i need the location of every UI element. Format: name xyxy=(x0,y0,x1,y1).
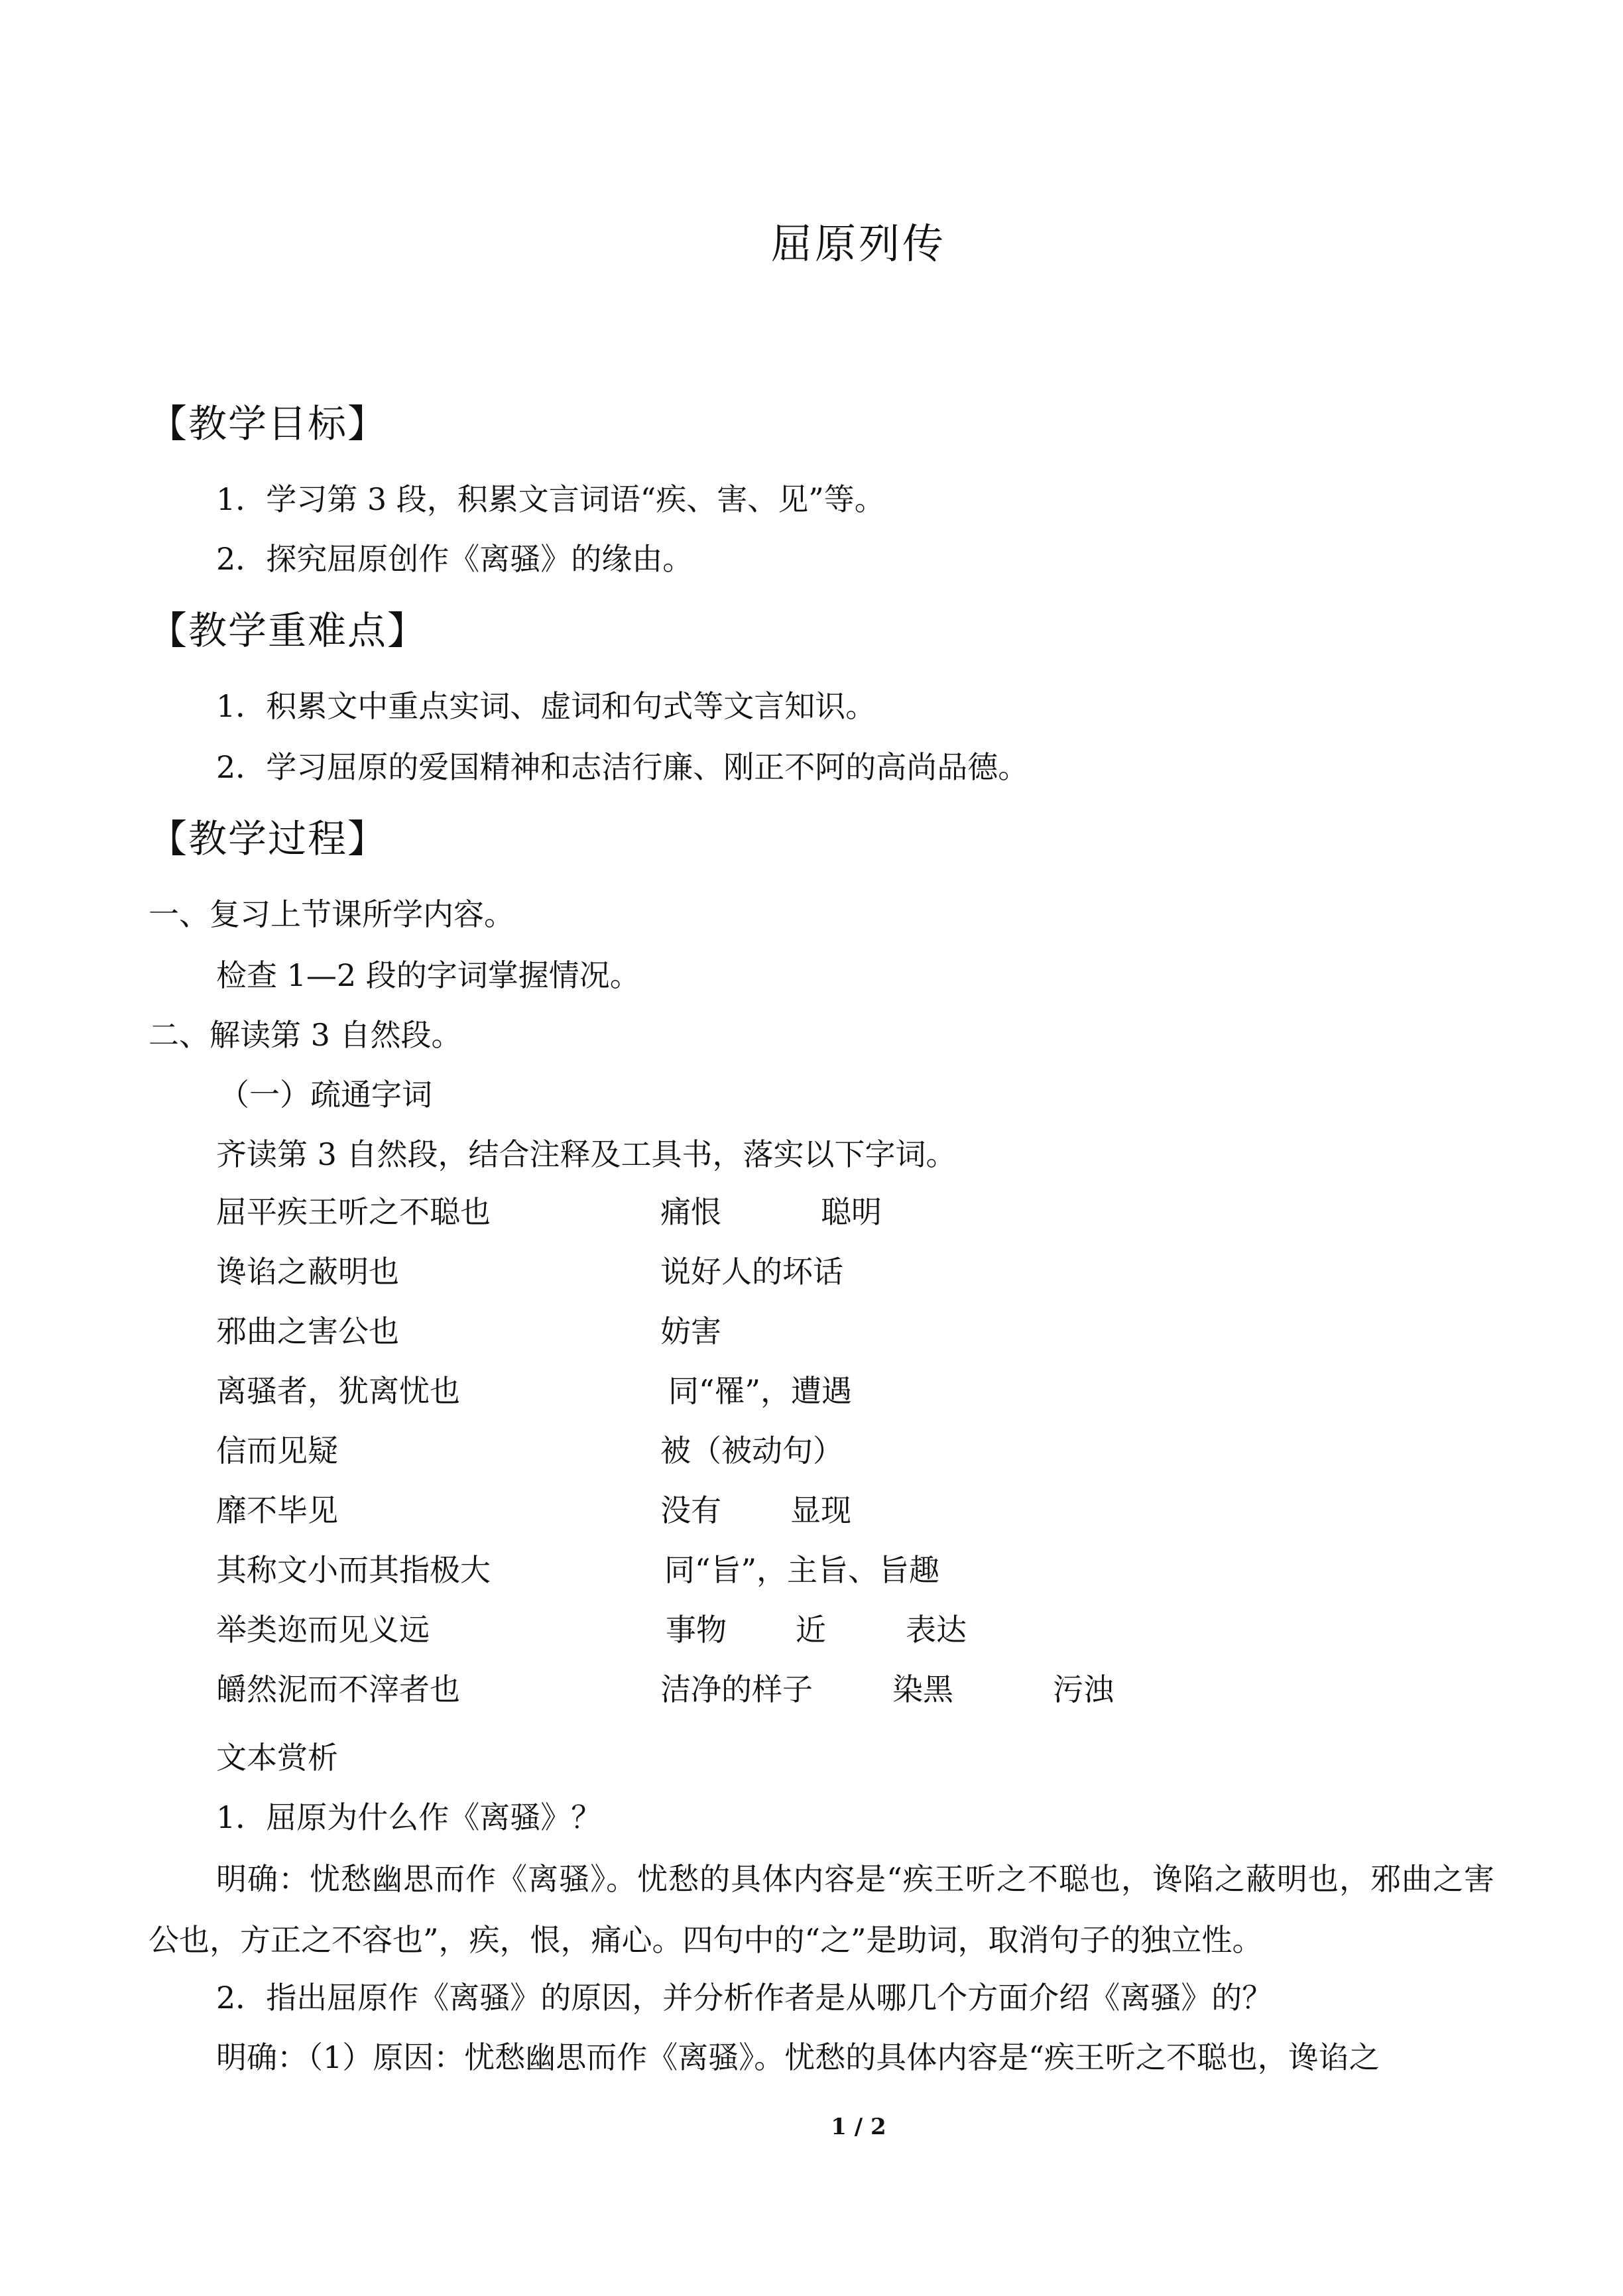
keypoint-item-2: 2．学习屈原的爱国精神和志洁行廉、刚正不阿的高尚品德。 xyxy=(216,749,1029,785)
objective-item-2: 2．探究屈原创作《离骚》的缘由。 xyxy=(216,541,693,577)
vocab-meaning-1: 痛恨 聪明 xyxy=(660,1194,882,1230)
vocab-term-7: 其称文小而其指极大 xyxy=(216,1552,491,1588)
process-step-2: 二、解读第 3 自然段。 xyxy=(149,1017,462,1053)
objectives-heading: 【教学目标】 xyxy=(149,401,388,446)
vocab-term-5: 信而见疑 xyxy=(216,1433,338,1469)
vocab-meaning-4: 同“罹”，遭遇 xyxy=(668,1373,853,1409)
process-step-1: 一、复习上节课所学内容。 xyxy=(149,896,514,932)
vocab-term-1: 屈平疾王听之不聪也 xyxy=(216,1194,491,1230)
vocab-meaning-6: 没有 显现 xyxy=(660,1492,851,1528)
vocab-meaning-7: 同“旨”，主旨、旨趣 xyxy=(664,1552,940,1588)
page-number: 1 / 2 xyxy=(831,2114,886,2140)
objective-item-1: 1．学习第 3 段，积累文言词语“疾、害、见”等。 xyxy=(216,481,885,517)
vocab-term-4: 离骚者，犹离忧也 xyxy=(216,1373,460,1409)
process-sub-1-detail: 齐读第 3 自然段，结合注释及工具书，落实以下字词。 xyxy=(216,1136,957,1172)
question-2: 2．指出屈原作《离骚》的原因，并分析作者是从哪几个方面介绍《离骚》的？ xyxy=(216,1980,1273,2016)
vocab-term-2: 谗谄之蔽明也 xyxy=(216,1254,399,1290)
vocab-term-3: 邪曲之害公也 xyxy=(216,1313,399,1349)
question-1: 1．屈原为什么作《离骚》？ xyxy=(216,1799,602,1835)
vocab-term-9: 皭然泥而不滓者也 xyxy=(216,1671,460,1707)
process-step-1-detail: 检查 1—2 段的字词掌握情况。 xyxy=(216,957,640,993)
process-heading: 【教学过程】 xyxy=(149,816,388,861)
keypoint-item-1: 1．积累文中重点实词、虚词和句式等文言知识。 xyxy=(216,688,876,724)
vocab-meaning-2: 说好人的坏话 xyxy=(660,1254,843,1290)
vocab-term-8: 举类迩而见义远 xyxy=(216,1612,430,1648)
process-sub-1: （一）疏通字词 xyxy=(219,1077,432,1113)
vocab-meaning-5: 被（被动句） xyxy=(660,1433,843,1469)
answer-1: 明确：忧愁幽思而作《离骚》。忧愁的具体内容是“疾王听之不聪也，谗陷之蔽明也，邪曲之害公也，方正之不容也”，疾，恨，痛心。四句中的“之”是助词，取消句子的独立性。 xyxy=(149,1861,1494,1958)
answer-2: 明确：（1）原因：忧愁幽思而作《离骚》。忧愁的具体内容是“疾王听之不聪也，谗谄之 xyxy=(216,2039,1380,2075)
vocab-meaning-9: 洁净的样子 染黑 污浊 xyxy=(660,1671,1114,1707)
analysis-heading: 文本赏析 xyxy=(216,1740,338,1776)
vocab-meaning-8: 事物 近 表达 xyxy=(666,1612,967,1648)
vocab-term-6: 靡不毕见 xyxy=(216,1492,338,1528)
keypoints-heading: 【教学重难点】 xyxy=(149,608,428,653)
document-title: 屈原列传 xyxy=(770,219,946,268)
vocab-meaning-3: 妨害 xyxy=(660,1313,721,1349)
